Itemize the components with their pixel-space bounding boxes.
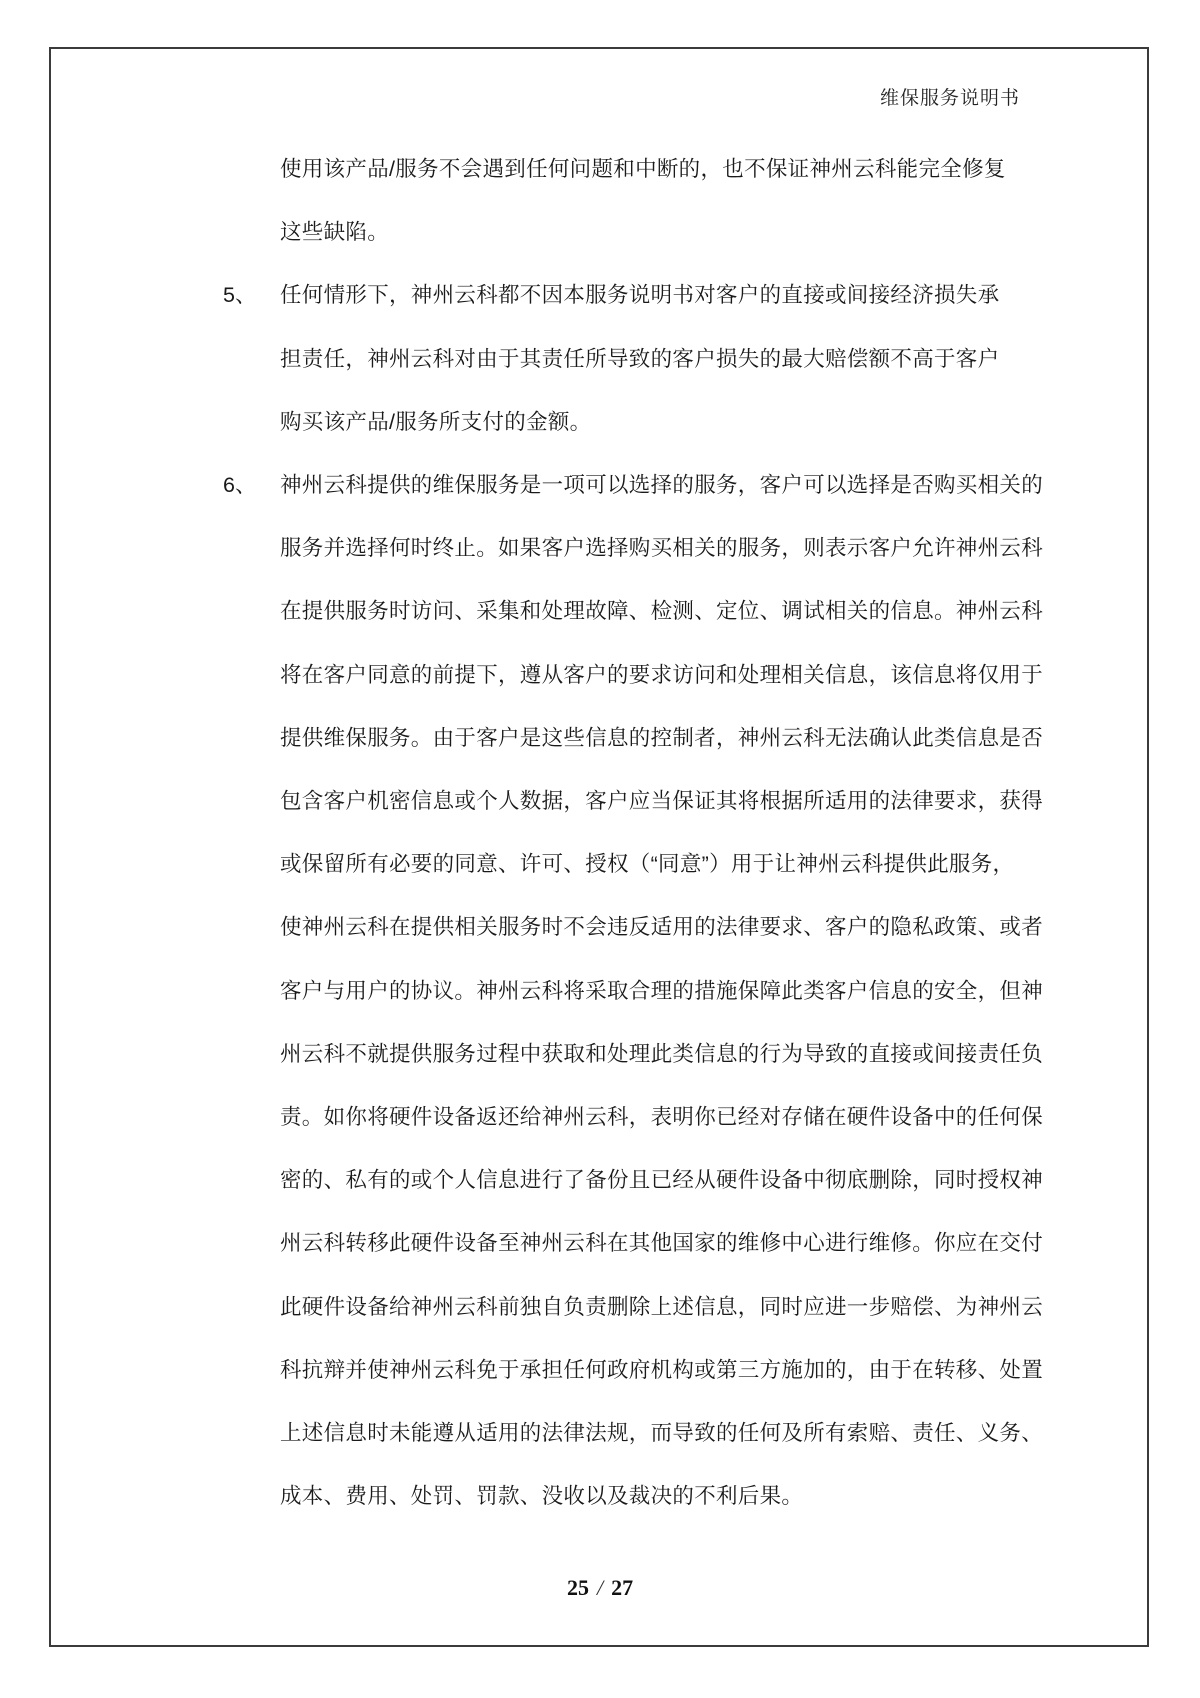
text-line: 科抗辩并使神州云科免于承担任何政府机构或第三方施加的，由于在转移、处置 bbox=[280, 1357, 1044, 1382]
text-line: 客户与用户的协议。神州云科将采取合理的措施保障此类客户信息的安全，但神 bbox=[280, 978, 1044, 1003]
list-item-number: 5、 bbox=[223, 283, 257, 308]
numbered-list-item bbox=[223, 264, 1025, 454]
text-line: 提供维保服务。由于客户是这些信息的控制者，神州云科无法确认此类信息是否 bbox=[280, 725, 1044, 750]
text-line: 这些缺陷。 bbox=[280, 220, 390, 245]
text-line: 购买该产品/服务所支付的金额。 bbox=[280, 409, 592, 434]
text-line: 州云科转移此硬件设备至神州云科在其他国家的维修中心进行维修。你应在交付 bbox=[280, 1231, 1044, 1256]
text-line: 成本、费用、处罚、罚款、没收以及裁决的不利后果。 bbox=[280, 1484, 804, 1509]
text-line: 将在客户同意的前提下，遵从客户的要求访问和处理相关信息，该信息将仅用于 bbox=[280, 662, 1044, 687]
numbered-list-item bbox=[223, 454, 1044, 1528]
text-line: 州云科不就提供服务过程中获取和处理此类信息的行为导致的直接或间接责任负 bbox=[280, 1041, 1044, 1066]
text-line: 神州云科提供的维保服务是一项可以选择的服务，客户可以选择是否购买相关的 bbox=[280, 473, 1044, 498]
document-body bbox=[223, 138, 1044, 1528]
page-footer bbox=[0, 1575, 1200, 1601]
list-item-number: 6、 bbox=[223, 473, 257, 498]
text-line: 任何情形下，神州云科都不因本服务说明书对客户的直接或间接经济损失承 bbox=[280, 283, 1000, 308]
text-line: 包含客户机密信息或个人数据，客户应当保证其将根据所适用的法律要求，获得 bbox=[280, 789, 1044, 814]
page-header-title: 维保服务说明书 bbox=[879, 88, 1020, 109]
page-number-total: 27 bbox=[611, 1575, 634, 1600]
text-line: 密的、私有的或个人信息进行了备份且已经从硬件设备中彻底删除，同时授权神 bbox=[280, 1168, 1044, 1193]
text-line: 担责任，神州云科对由于其责任所导致的客户损失的最大赔偿额不高于客户 bbox=[280, 346, 1000, 371]
text-line: 服务并选择何时终止。如果客户选择购买相关的服务，则表示客户允许神州云科 bbox=[280, 536, 1044, 561]
text-line: 使神州云科在提供相关服务时不会违反适用的法律要求、客户的隐私政策、或者 bbox=[280, 915, 1044, 940]
text-line: 使用该产品/服务不会遇到任何问题和中断的，也不保证神州云科能完全修复 bbox=[280, 157, 1006, 181]
paragraph bbox=[280, 138, 1025, 264]
text-line: 上述信息时未能遵从适用的法律法规，而导致的任何及所有索赔、责任、义务、 bbox=[280, 1421, 1044, 1446]
page-number-current: 25 bbox=[566, 1575, 589, 1600]
text-line: 或保留所有必要的同意、许可、授权（“同意”）用于让神州云科提供此服务， bbox=[280, 852, 1015, 877]
text-line: 责。如你将硬件设备返还给神州云科，表明你已经对存储在硬件设备中的任何保 bbox=[280, 1105, 1044, 1130]
text-line: 在提供服务时访问、采集和处理故障、检测、定位、调试相关的信息。神州云科 bbox=[280, 599, 1044, 624]
page-number-separator: / bbox=[596, 1575, 604, 1600]
text-line: 此硬件设备给神州云科前独自负责删除上述信息，同时应进一步赔偿、为神州云 bbox=[280, 1294, 1044, 1319]
